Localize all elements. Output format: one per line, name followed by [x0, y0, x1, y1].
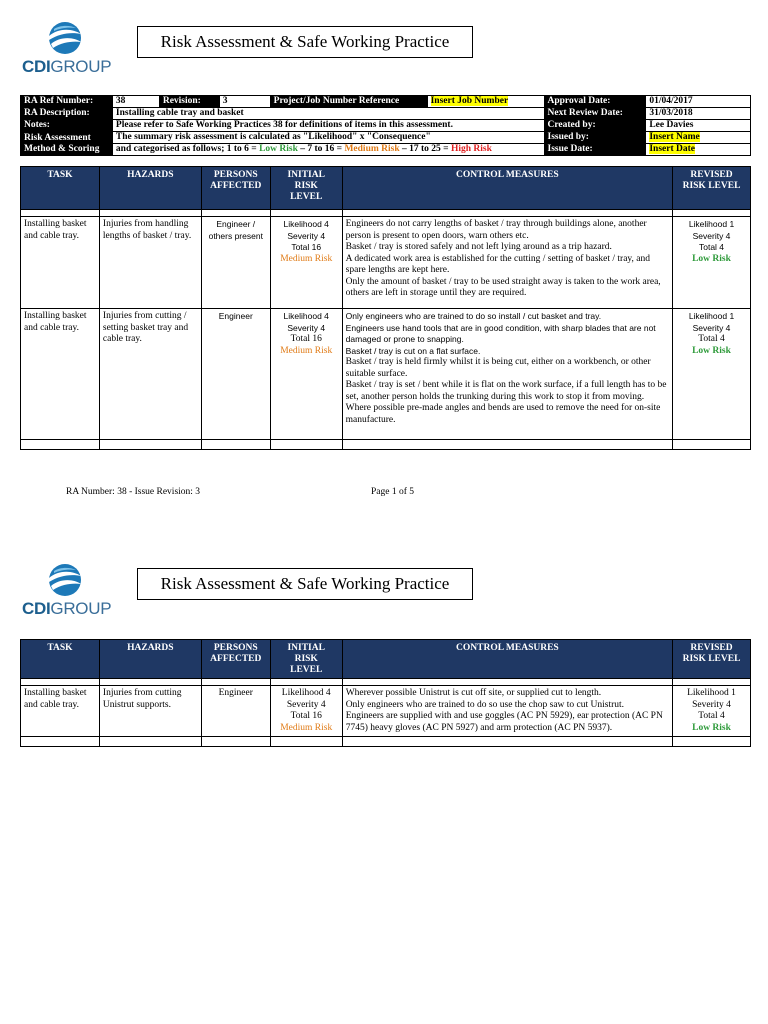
spacer-row	[21, 737, 751, 747]
revised-risk-cell: Likelihood 1 Severity 4 Total 4 Low Risk	[673, 686, 751, 737]
col-persons: PERSONS AFFECTED	[201, 167, 270, 210]
method-label: Risk Assessment Method & Scoring	[21, 132, 113, 156]
control-measures-cell: Engineers do not carry lengths of basket / tray through buildings alone, another person is present to open doors, warn others etc. Basket / tray is stored safely and not left lying around as a trip hazard. A dedicated work area is established for the cutting / setting of basket / tray, and spare lengths are kept here. Only the amount of basket / tray to be used straight away is taken to the work area, others are left in storage until they are required.	[342, 217, 672, 309]
description-value: Installing cable tray and basket	[112, 108, 544, 120]
project-value: Insert Job Number	[430, 96, 509, 106]
document-title: Risk Assessment & Safe Working Practice	[137, 568, 473, 600]
spacer-row	[21, 440, 751, 450]
revised-risk-level: Low Risk	[692, 345, 731, 356]
globe-logo-icon	[40, 20, 90, 56]
revision-value: 3	[219, 96, 270, 108]
col-control-measures: CONTROL MEASURES	[342, 167, 672, 210]
revised-risk-level: Low Risk	[692, 722, 731, 733]
method-line-2: and categorised as follows; 1 to 6 = Low Risk – 7 to 16 = Medium Risk – 17 to 25 = High Risk	[112, 144, 544, 156]
revision-label: Revision:	[159, 96, 219, 108]
task-cell: Installing basket and cable tray.	[21, 309, 100, 440]
initial-risk-cell: Likelihood 4 Severity 4 Total 16 Medium Risk	[270, 217, 342, 309]
persons-cell: Engineer	[201, 686, 270, 737]
low-risk-legend: Low Risk	[259, 144, 298, 154]
issue-date-cell	[646, 144, 751, 156]
issued-by-value: Insert Name	[649, 132, 700, 142]
initial-risk-cell: Likelihood 4 Severity 4 Total 16 Medium Risk	[270, 309, 342, 440]
globe-logo-icon	[40, 562, 90, 598]
persons-cell: Engineer / others present	[201, 217, 270, 309]
col-revised-risk: REVISED RISK LEVEL	[673, 167, 751, 210]
issued-by-label: Issued by:	[544, 132, 646, 144]
col-hazards: HAZARDS	[99, 167, 201, 210]
table-row	[21, 217, 751, 309]
revised-risk-cell: Likelihood 1 Severity 4 Total 4 Low Risk	[673, 309, 751, 440]
col-hazards: HAZARDS	[99, 640, 201, 679]
method-line-1: The summary risk assessment is calculated as "Likelihood" x "Consequence"	[112, 132, 544, 144]
risk-table-page-1	[20, 166, 751, 450]
notes-value: Please refer to Safe Working Practices 38 for definitions of items in this assessment.	[112, 120, 544, 132]
company-logo	[22, 20, 112, 77]
table-header-row	[21, 640, 751, 679]
high-risk-legend: High Risk	[450, 144, 492, 154]
initial-risk-level: Medium Risk	[280, 345, 333, 356]
spacer-row	[21, 679, 751, 686]
col-initial-risk: INITIAL RISK LEVEL	[270, 167, 342, 210]
project-value-cell	[427, 96, 544, 108]
initial-risk-cell: Likelihood 4 Severity 4 Total 16 Medium Risk	[270, 686, 342, 737]
next-review-label: Next Review Date:	[544, 108, 646, 120]
revised-risk-cell: Likelihood 1 Severity 4 Total 4 Low Risk	[673, 217, 751, 309]
created-by-label: Created by:	[544, 120, 646, 132]
col-control-measures: CONTROL MEASURES	[342, 640, 672, 679]
document-title: Risk Assessment & Safe Working Practice	[137, 26, 473, 58]
revised-risk-level: Low Risk	[692, 253, 731, 264]
spacer-row	[21, 210, 751, 217]
control-measures-cell: Wherever possible Unistrut is cut off site, or supplied cut to length. Only engineers who are trained to do so use the chop saw to cut Unistrut. Engineers are supplied with and use goggles (AC PN 5929), ear protection (AC PN 7745) heavy gloves (AC PN 5927) and arm protection (AC PN 5937).	[342, 686, 672, 737]
approval-value: 01/04/2017	[646, 96, 751, 108]
initial-risk-level: Medium Risk	[280, 722, 333, 733]
company-logo	[22, 562, 112, 619]
persons-cell: Engineer	[201, 309, 270, 440]
col-revised-risk: REVISED RISK LEVEL	[673, 640, 751, 679]
col-initial-risk: INITIAL RISK LEVEL	[270, 640, 342, 679]
col-task: TASK	[21, 167, 100, 210]
description-label: RA Description:	[21, 108, 113, 120]
medium-risk-legend: Medium Risk	[344, 144, 400, 154]
created-by-value: Lee Davies	[646, 120, 751, 132]
next-review-value: 31/03/2018	[646, 108, 751, 120]
footer-ra-info: RA Number: 38 - Issue Revision: 3	[66, 487, 201, 497]
table-row	[21, 309, 751, 440]
issue-date-value: Insert Date	[649, 144, 695, 154]
approval-label: Approval Date:	[544, 96, 646, 108]
notes-label: Notes:	[21, 120, 113, 132]
table-row	[21, 686, 751, 737]
control-measures-cell: Only engineers who are trained to do so install / cut basket and tray. Engineers use hand tools that are in good condition, with sharp blades that are not damaged or prone to snapping. Basket / tray is cut on a flat surface. Basket / tray is held firmly whilst it is being cut, either on a workbench, or other suitable surface. Basket / tray is set / bent while it is flat on the work surface, if a full length has to be set, another person holds the trunking during this work to stop it from moving. Where possible pre-made angles and bends are used to remove the need for on-site manufacture.	[342, 309, 672, 440]
task-cell: Installing basket and cable tray.	[21, 686, 100, 737]
hazards-cell: Injuries from cutting Unistrut supports.	[99, 686, 201, 737]
table-header-row	[21, 167, 751, 210]
footer-page-number: Page 1 of 5	[371, 487, 415, 497]
initial-risk-level: Medium Risk	[280, 253, 333, 264]
issue-date-label: Issue Date:	[544, 144, 646, 156]
ra-ref-value: 38	[112, 96, 159, 108]
hazards-cell: Injuries from cutting / setting basket tray and cable tray.	[99, 309, 201, 440]
hazards-cell: Injuries from handling lengths of basket / tray.	[99, 217, 201, 309]
issued-by-cell	[646, 132, 751, 144]
logo-wordmark: CDIGROUP	[22, 57, 112, 76]
risk-table-page-2	[20, 639, 751, 747]
ra-ref-label: RA Ref Number:	[21, 96, 113, 108]
col-persons: PERSONS AFFECTED	[201, 640, 270, 679]
logo-wordmark: CDIGROUP	[22, 599, 112, 618]
project-label: Project/Job Number Reference	[270, 96, 427, 108]
page-2	[0, 542, 768, 1024]
task-cell: Installing basket and cable tray.	[21, 217, 100, 309]
col-task: TASK	[21, 640, 100, 679]
assessment-header-table	[20, 95, 751, 156]
